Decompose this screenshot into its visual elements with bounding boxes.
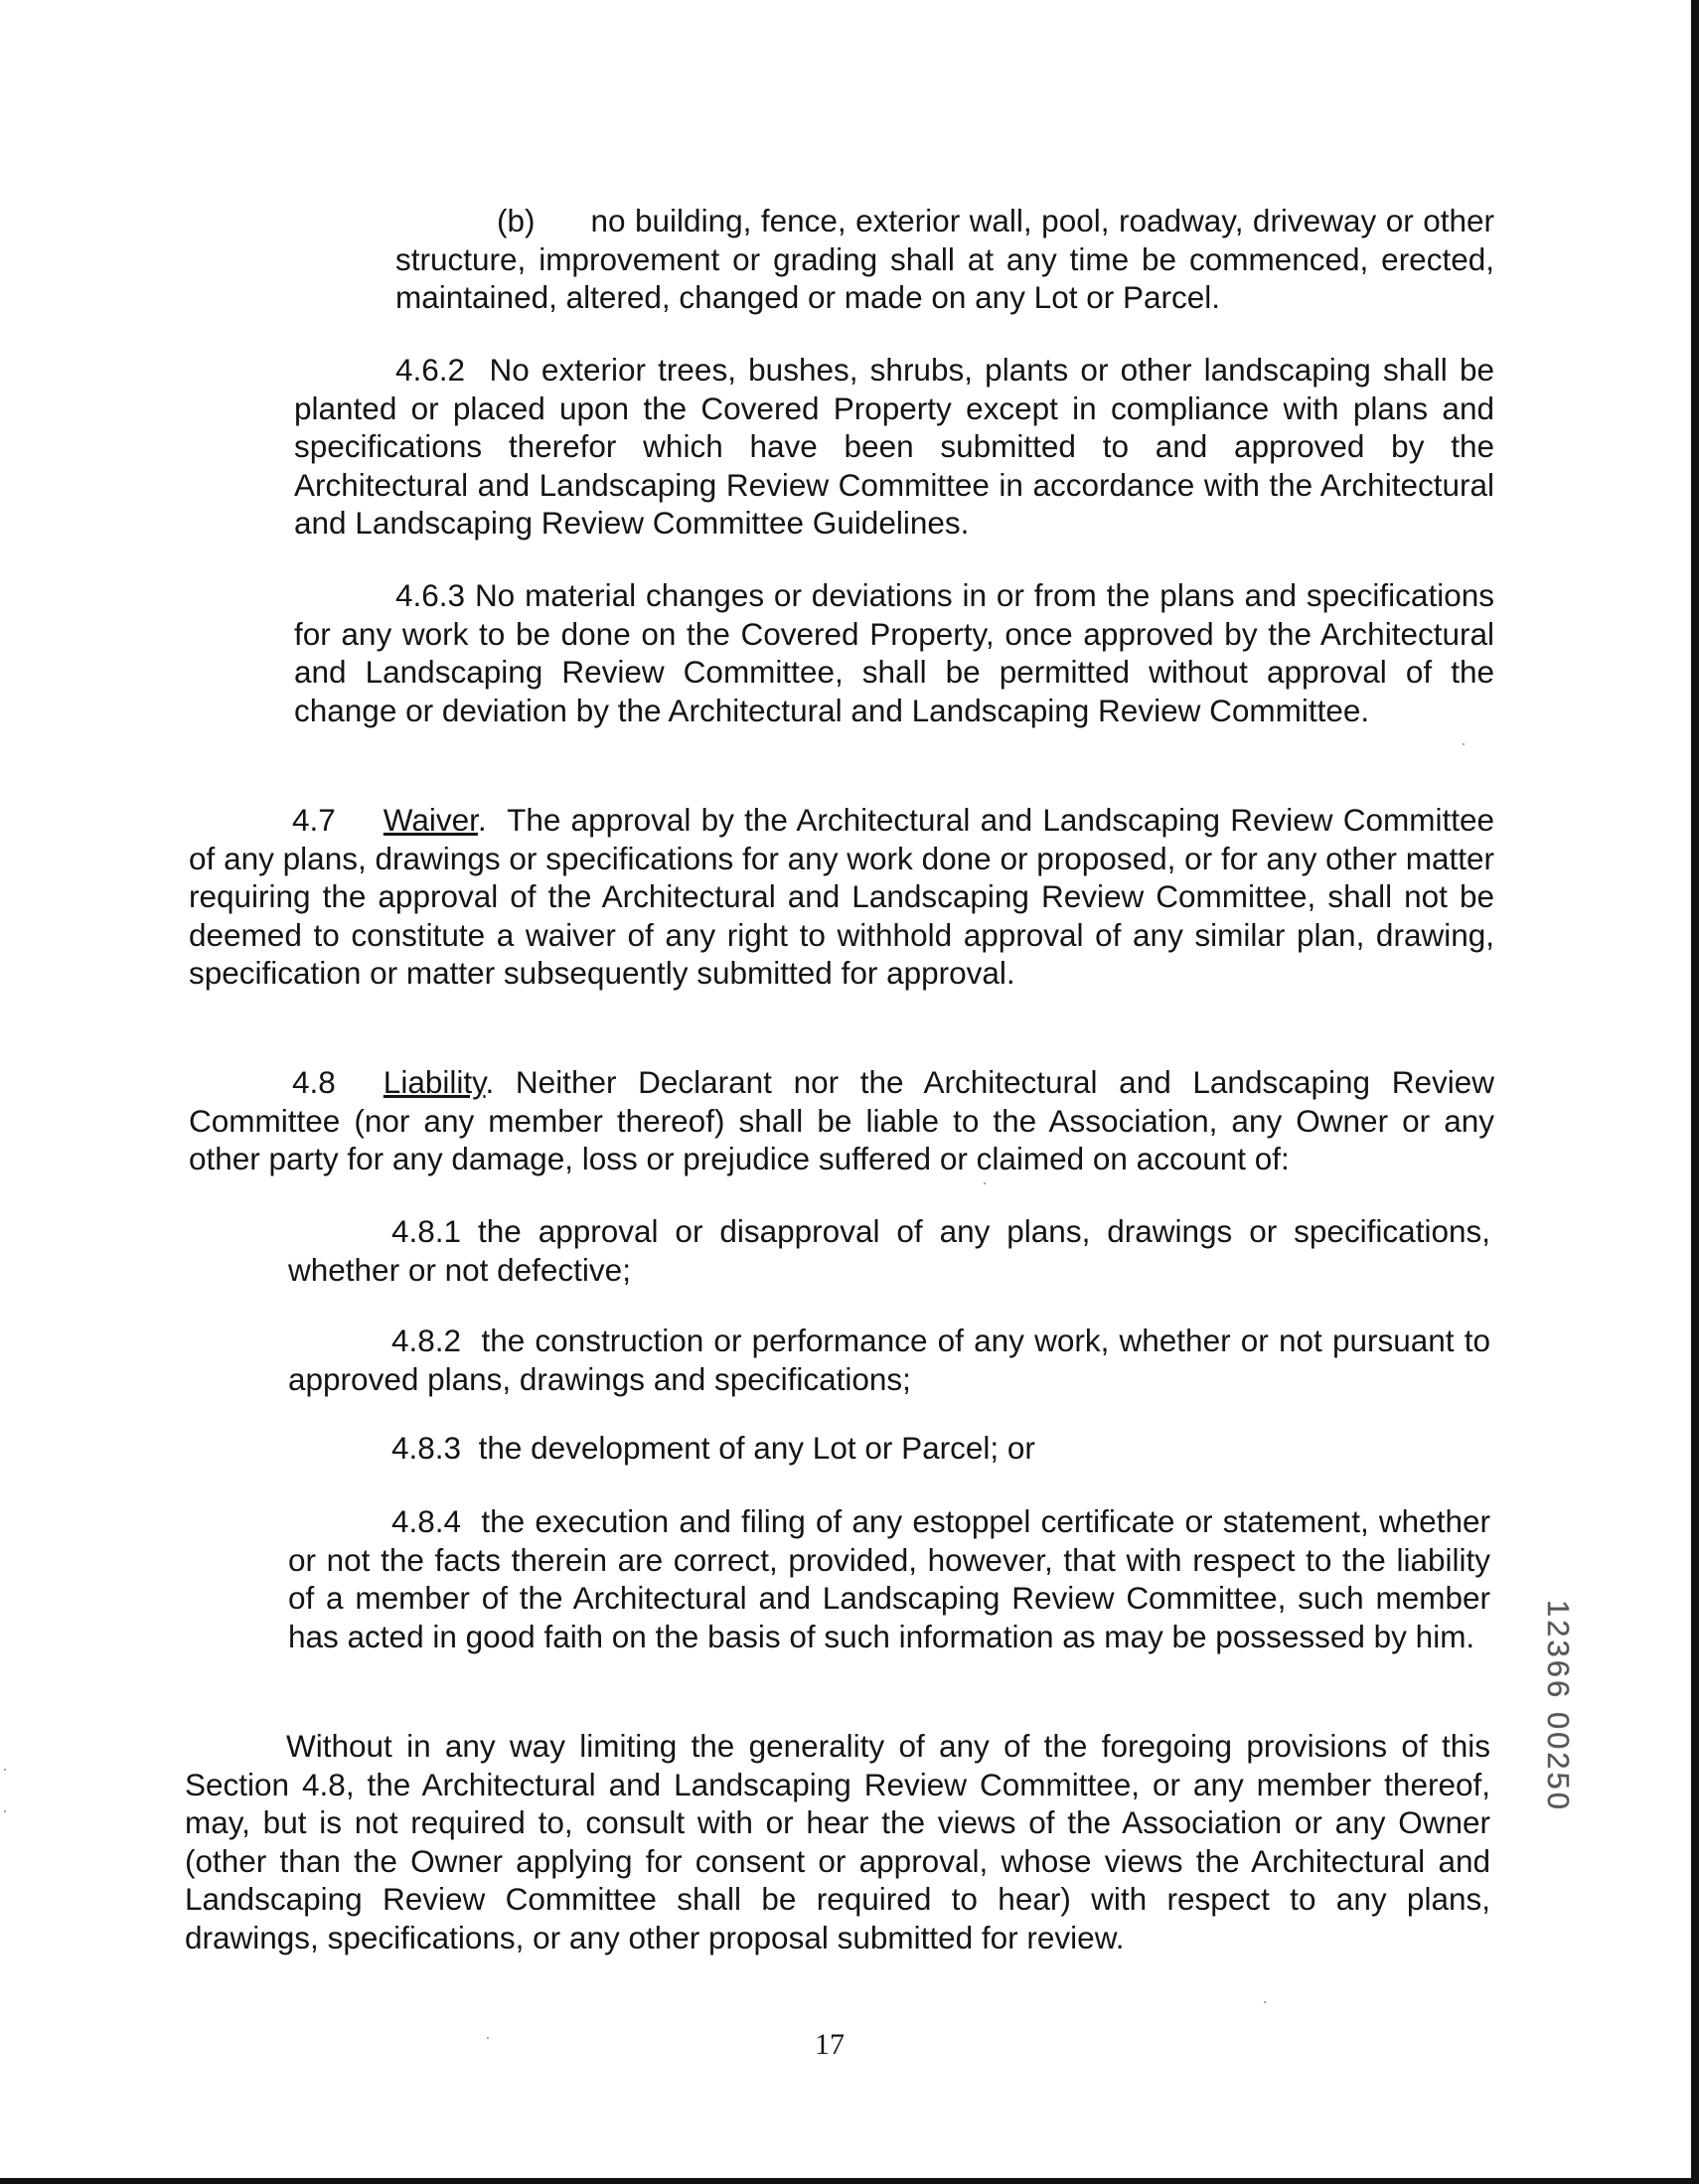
section-4-8-text: Neither Declarant nor the Architectural and Landscaping Review Committee (nor any member thereof) shall be liable to the Association, any Owner or any other party for any damage, loss or prejudice suffered or claimed on account of: — [189, 1064, 1494, 1176]
side-stamp-text: 12366 00250 — [1541, 1600, 1576, 1813]
section-4-8-1 — [288, 1212, 1490, 1289]
section-4-6-3 — [294, 576, 1494, 729]
section-4-6-2 — [294, 351, 1494, 543]
scan-speck — [1463, 743, 1465, 745]
scan-speck — [4, 1810, 6, 1812]
item-b-text: no building, fence, exterior wall, pool, roadway, driveway or other structure, improvement or grading shall at any time be commenced, erected, maintained, altered, changed or made on any Lot or Parcel. — [395, 203, 1494, 315]
section-4-8-3 — [288, 1429, 1490, 1468]
section-4-8-3-text: the development of any Lot or Parcel; or — [478, 1430, 1035, 1466]
item-b-label: (b) — [497, 203, 536, 238]
section-4-8-heading: Liability — [383, 1064, 486, 1100]
scan-edge-right — [1691, 0, 1699, 2184]
scan-speck — [1264, 2001, 1266, 2003]
section-4-8-3-number: 4.8.3 — [391, 1430, 462, 1466]
scan-speck — [487, 2037, 489, 2039]
section-4-7: 4.7 Waiver. The approval by the Architectural and Landscaping Review Committee of any plans, drawings or specifications for any work done or proposed, or for any other matter requiring the approval of the Architectural and Landscaping Review Committee, shall not be deemed to constitute a waiver of any right to withhold approval of any similar plan, drawing, specification or matter subsequently submitted for approval. — [189, 802, 1494, 991]
section-4-8-4-text: the execution and filing of any estoppel certificate or statement, whether or not the facts therein are correct, provided, however, that with respect to the liability of a member of the Architectural and Landscaping Review Committee, such member has acted in good faith on the basis of such information as may be possessed by him. — [288, 1503, 1490, 1654]
section-4-8-2-number: 4.8.2 — [391, 1323, 462, 1358]
section-4-6-3-text: No material changes or deviations in or from the plans and specifications for any work to be done on the Covered Property, once approved by the Architectural and Landscaping Review Committee, shall be permitted without approval of the change or deviation by the Architectural and Landscaping Review Committee. — [294, 577, 1494, 728]
section-4-7-heading: Waiver — [383, 802, 478, 838]
closing-paragraph-text: Without in any way limiting the generality of any of the foregoing provisions of this Section 4.8, the Architectural and Landscaping Review Committee, or any member thereof, may, but is not required to, consult with or hear the views of the Association or any Owner (other than the Owner applying for consent or approval, whose views the Architectural and Landscaping Review Committee shall be required to hear) with respect to any plans, drawings, specifications, or any other proposal submitted for review. — [185, 1728, 1490, 1955]
section-4-8-2-text: the construction or performance of any work, whether or not pursuant to approved plans, drawings and specifications; — [288, 1323, 1490, 1397]
item-b — [395, 202, 1494, 317]
section-4-8-number: 4.8 — [292, 1064, 336, 1100]
section-4-8-4-number: 4.8.4 — [391, 1503, 462, 1539]
section-4-8-1-text: the approval or disapproval of any plans, drawings or specifications, whether or not defective; — [288, 1213, 1490, 1288]
scan-speck — [984, 1182, 986, 1184]
section-4-8-1-number: 4.8.1 — [391, 1213, 462, 1249]
section-4-6-2-number: 4.6.2 — [395, 352, 466, 388]
section-4-8: 4.8 Liability. Neither Declarant nor the Architectural and Landscaping Review Committee (nor any member thereof) shall be liable to the Association, any Owner or any other party for any damage, loss or prejudice suffered or claimed on account of: — [189, 1064, 1494, 1176]
section-4-7-number: 4.7 — [292, 802, 336, 838]
side-stamp — [1541, 1600, 1594, 1888]
section-4-6-2-text: No exterior trees, bushes, shrubs, plants or other landscaping shall be planted or placed upon the Covered Property except in compliance with plans and specifications therefor which have been submitted to and approved by the Architectural and Landscaping Review Committee in accordance with the Architectural and Landscaping Review Committee Guidelines. — [294, 352, 1494, 541]
section-4-8-2 — [288, 1322, 1490, 1398]
section-4-8-4 — [288, 1502, 1490, 1655]
scan-edge-bottom — [0, 2178, 1699, 2184]
section-4-6-3-number: 4.6.3 — [395, 577, 466, 613]
scan-speck — [4, 1769, 6, 1771]
page-number: 17 — [815, 2028, 845, 2061]
section-4-7-text: The approval by the Architectural and Landscaping Review Committee of any plans, drawings or specifications for any work done or proposed, or for any other matter requiring the approval of the Architectural and Landscaping Review Committee, shall not be deemed to constitute a waiver of any right to withhold approval of any similar plan, drawing, specification or matter subsequently submitted for approval. — [189, 802, 1494, 991]
closing-paragraph — [185, 1727, 1490, 1956]
